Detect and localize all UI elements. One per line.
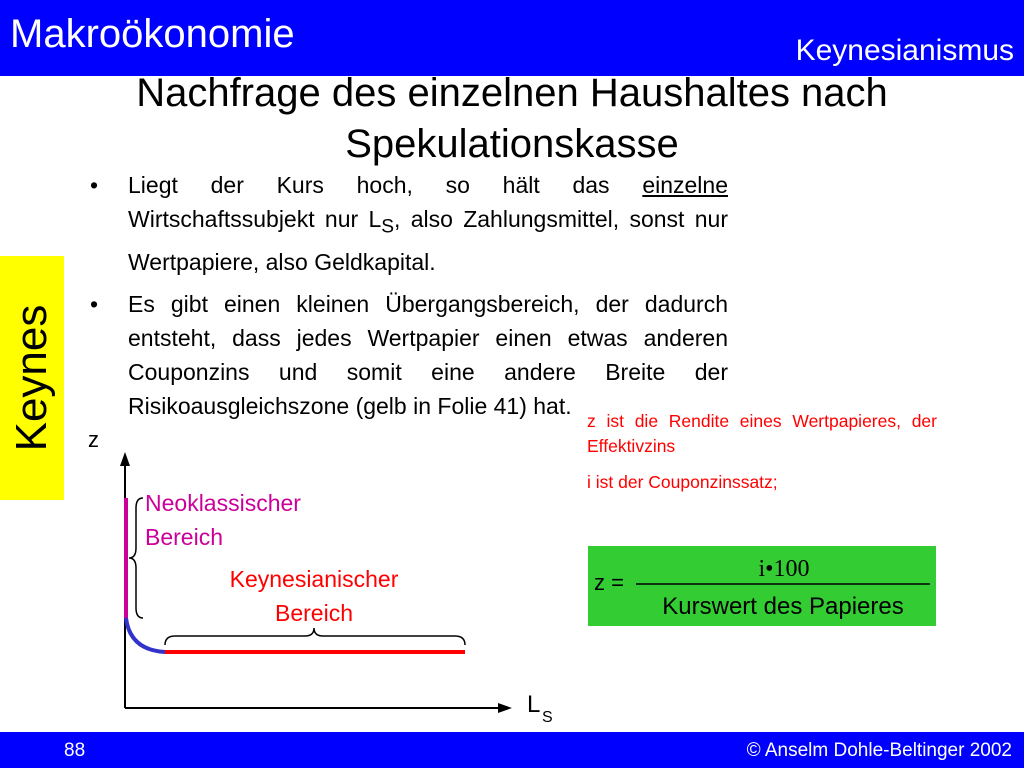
i-definition: i ist der Couponzinssatz; <box>587 472 778 492</box>
y-axis-arrow <box>120 452 130 466</box>
y-axis-label: z <box>88 427 99 452</box>
z-definition: z ist die Rendite eines Wertpapieres, der Effektivzins <box>587 411 937 456</box>
underlined-word: einzelne <box>642 172 728 198</box>
keynesian-label: Bereich <box>275 600 353 626</box>
neoclassical-brace <box>129 498 143 618</box>
x-axis-arrow <box>498 703 512 713</box>
keynesian-label: Keynesianischer <box>229 566 399 592</box>
bullet-dot: • <box>90 290 99 317</box>
slide-number: 88 <box>64 740 86 761</box>
neoclassical-label: Bereich <box>145 524 223 550</box>
subscript: S <box>381 216 395 238</box>
footer-bar <box>0 732 1024 768</box>
x-axis-label: L <box>527 691 541 718</box>
bullet-dot: • <box>90 172 99 198</box>
course-title: Makroökonomie <box>10 12 295 56</box>
bullet-text: Es gibt einen kleinen Übergangsbereich, der dadurch entsteht, dass jedes Wertpapier einen etwas anderen Couponzins und somit eine andere Breite der Risikoausgleichszone (gelb in Folie 41) hat. <box>128 290 728 419</box>
bullet-text: Liegt der Kurs hoch, so hält das <box>128 172 643 198</box>
bullet-text: , also Zahlungsmittel, sonst nur Wertpapiere, also Geldkapital. <box>128 206 728 275</box>
x-axis-subscript: S <box>542 709 553 726</box>
sidebar-label: Keynes <box>7 304 56 452</box>
bullet-text: Wirtschaftssubjekt nur L <box>128 206 382 232</box>
formula-lhs: z = <box>594 570 624 595</box>
transition-segment <box>126 618 165 652</box>
slide-title: Nachfrage des einzelnen Haushaltes nach Spekulationskasse <box>136 71 888 166</box>
keynesian-brace <box>165 628 465 645</box>
formula-denominator: Kurswert des Papieres <box>662 593 904 620</box>
neoclassical-label: Neoklassischer <box>145 490 301 516</box>
copyright: © Anselm Dohle-Beltinger 2002 <box>746 740 1012 761</box>
formula-numerator: i•100 <box>758 556 810 582</box>
topic-label: Keynesianismus <box>795 34 1014 67</box>
